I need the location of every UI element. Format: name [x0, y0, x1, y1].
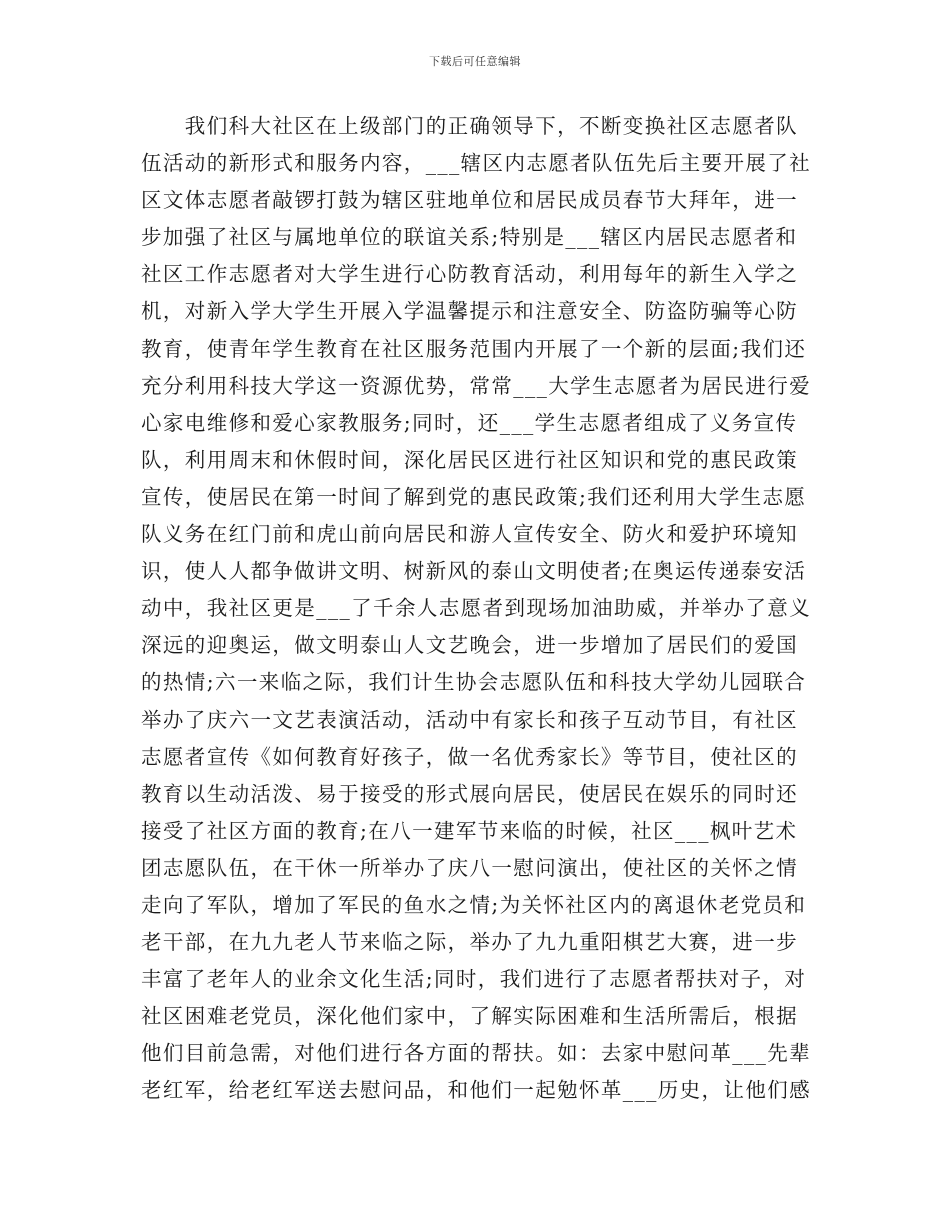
text-line: 队义务在红门前和虎山前向居民和游人宣传安全、防火和爱护环境知: [141, 522, 798, 547]
text-line: 接受了社区方面的教育;在八一建军节来临的时候，社区___枫叶艺术: [141, 818, 798, 843]
text-line: 走向了军队，增加了军民的鱼水之情;为关怀社区内的离退休老党员和: [141, 892, 807, 917]
text-line: 他们目前急需，对他们进行各方面的帮扶。如：去家中慰问革___先辈: [141, 1041, 812, 1066]
text-line: 丰富了老年人的业余文化生活;同时，我们进行了志愿者帮扶对子，对: [141, 967, 807, 992]
text-line: 老干部，在九九老人节来临之际，举办了九九重阳棋艺大赛，进一步: [141, 930, 798, 955]
text-line: 我们科大社区在上级部门的正确领导下，不断变换社区志愿者队: [141, 114, 798, 138]
text-line: 团志愿队伍，在干休一所举办了庆八一慰问演出，使社区的关怀之情: [141, 855, 798, 880]
text-line: 的热情;六一来临之际，我们计生协会志愿队伍和科技大学幼儿园联合: [141, 670, 807, 695]
text-line: 举办了庆六一文艺表演活动，活动中有家长和孩子互动节目，有社区: [141, 707, 798, 732]
text-line: 教育，使青年学生教育在社区服务范围内开展了一个新的层面;我们还: [141, 336, 807, 361]
text-line: 动中，我社区更是___了千余人志愿者到现场加油助威，并举办了意义: [141, 596, 812, 621]
text-line: 步加强了社区与属地单位的联谊关系;特别是___辖区内居民志愿者和: [141, 225, 798, 250]
text-line: 心家电维修和爱心家教服务;同时，还___学生志愿者组成了义务宣传: [141, 410, 798, 435]
text-line: 老红军，给老红军送去慰问品，和他们一起勉怀革___历史，让他们感: [141, 1078, 812, 1103]
text-line: 社区困难老党员，深化他们家中，了解实际困难和生活所需后，根据: [141, 1004, 798, 1029]
text-line: 志愿者宣传《如何教育好孩子，做一名优秀家长》等节目，使社区的: [141, 744, 798, 769]
text-line: 深远的迎奥运，做文明泰山人文艺晚会，进一步增加了居民们的爱国: [141, 633, 798, 658]
page-header-note: 下载后可任意编辑: [429, 55, 521, 68]
text-line: 教育以生动活泼、易于接受的形式展向居民，使居民在娱乐的同时还: [141, 781, 798, 806]
text-line: 机，对新入学大学生开展入学温馨提示和注意安全、防盗防骗等心防: [141, 299, 798, 324]
document-body: [141, 108, 813, 1110]
text-line: 区文体志愿者敲锣打鼓为辖区驻地单位和居民成员春节大拜年，进一: [141, 188, 798, 213]
text-line: 充分利用科技大学这一资源优势，常常___大学生志愿者为居民进行爱: [141, 373, 812, 398]
text-line: 宣传，使居民在第一时间了解到党的惠民政策;我们还利用大学生志愿: [141, 484, 807, 509]
text-line: 伍活动的新形式和服务内容，___辖区内志愿者队伍先后主要开展了社: [141, 151, 812, 176]
text-line: 识，使人人都争做讲文明、树新风的泰山文明使者;在奥运传递泰安活: [141, 559, 807, 584]
text-line: 社区工作志愿者对大学生进行心防教育活动，利用每年的新生入学之: [141, 262, 798, 287]
text-line: 队，利用周末和休假时间，深化居民区进行社区知识和党的惠民政策: [141, 447, 798, 472]
